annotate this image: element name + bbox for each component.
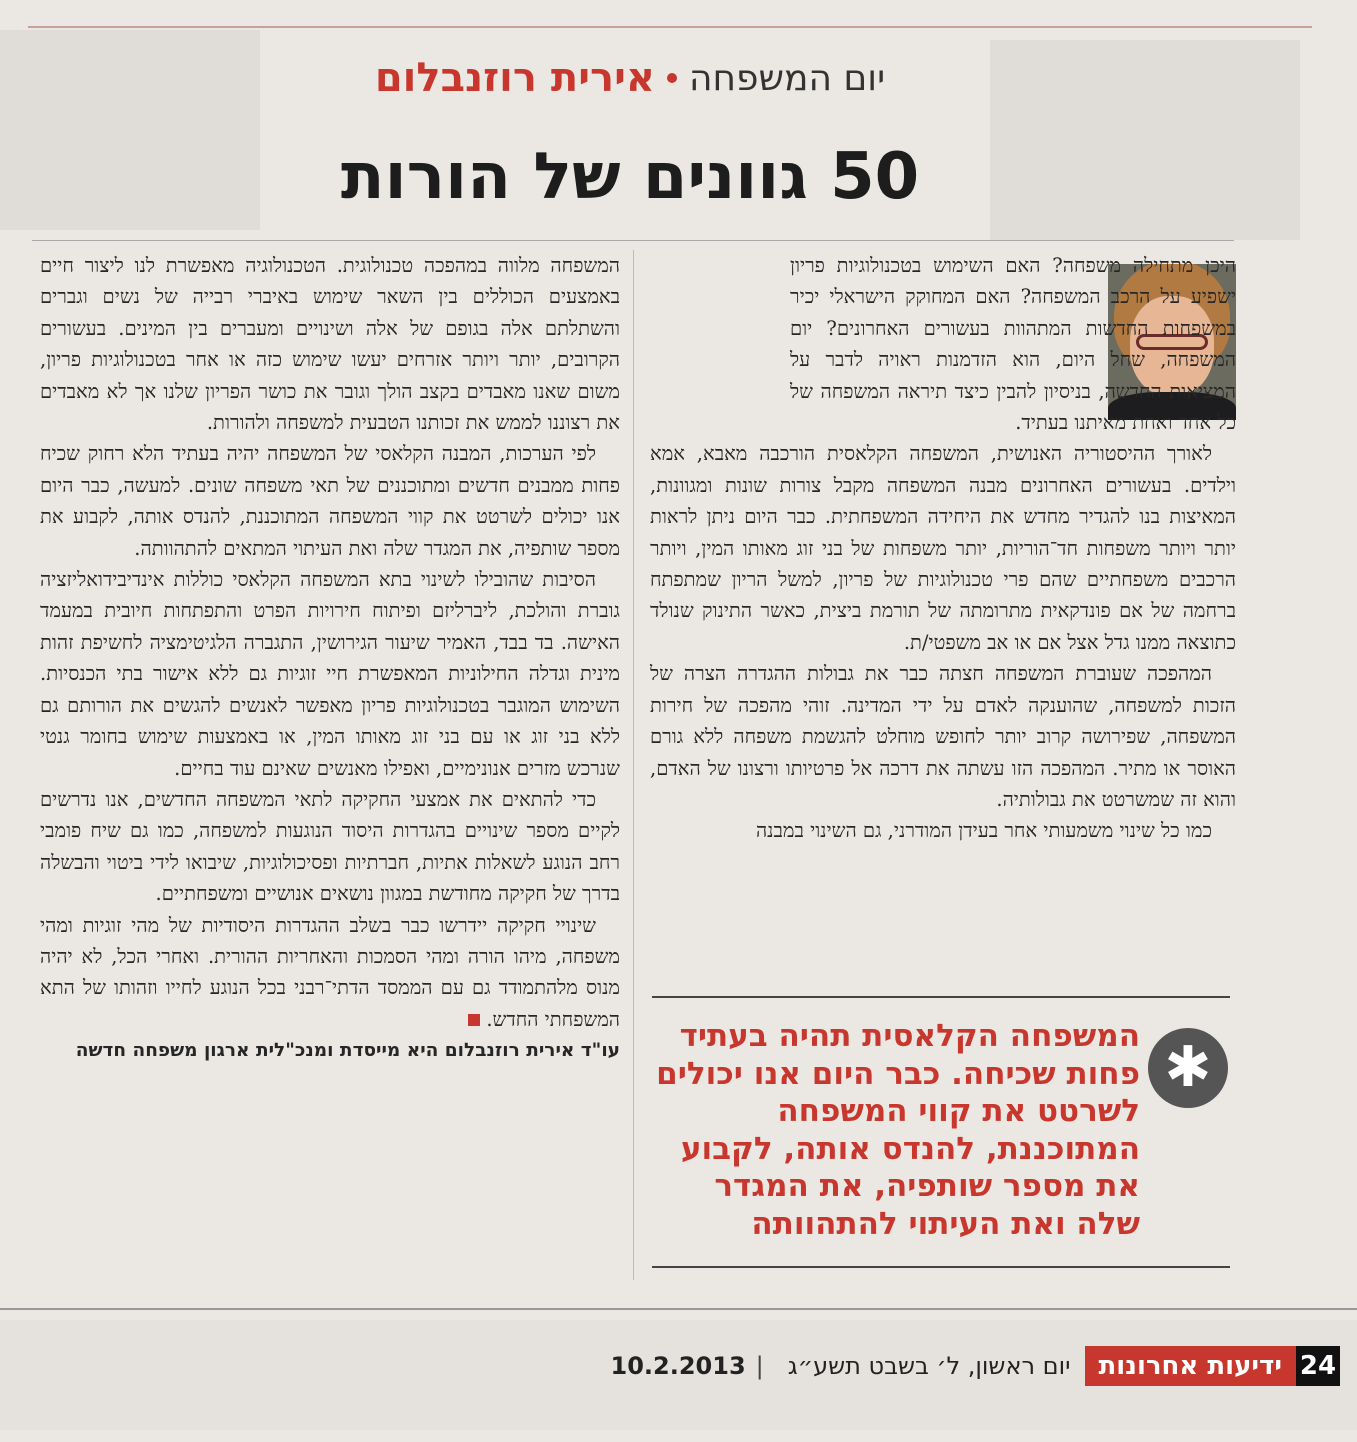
footer-rule [0, 1308, 1357, 1310]
headline: 50 גוונים של הורות [340, 140, 920, 214]
pull-quote-top-rule [652, 996, 1230, 998]
paragraph: לפי הערכות, המבנה הקלאסי של המשפחה יהיה בעתיד הלא רחוק שכיח פחות ממבנים חדשים ומתוכננים של תאי משפחה שונים. למעשה, כבר היום אנו יכולים לשרטט את קווי המשפחה המתוכננת, להנדס אותה, לקבוע את מספר שותפיה, את המגדר שלה ואת העיתוי המתאים להתהוותה. [40, 442, 620, 560]
newspaper-name: ידיעות אחרונות [1085, 1346, 1297, 1386]
paragraph: היכן מתחילה משפחה? האם השימוש בטכנולוגיות פריון ישפיע על הרכב המשפחה? האם המחוקק הישראלי יכיר במשפחות החדשות המתהוות בעשורים האחרונים? יום המשפחה, שחל היום, הוא הזדמנות ראויה לדבר על המציאות החדשה, בניסיון להבין כיצד תיראה המשפחה של כל אחד ואחת מאיתנו בעתיד. [790, 254, 1236, 435]
bleed-through-left [0, 30, 260, 230]
paragraph: הסיבות שהובילו לשינוי בתא המשפחה הקלאסי כוללות אינדיבידואליזציה גוברת והולכת, ליברליזם ופיתוח חירויות הפרט והתפתחות חיובית במעמד האישה. בד בבד, האמיר שיעור הגירושין, התגברה הלגיטימציה לחשיפת זהות מינית וגדלה החילוניות המאפשרת חיי זוגיות גם ללא אישור בתי הכנסיות. השימוש המוגבר בטכנולוגיות פריון מאפשר לאנשים להגשים את הורותם גם ללא בני זוג או עם בני זוג מאותו המין, או באמצעות שימוש בחומר גנטי שנרכש מזרים אנונימיים, ואפילו מאנשים שאינם עוד בחיים. [40, 568, 620, 780]
gregorian-date: 10.2.2013 [610, 1352, 746, 1380]
hebrew-date: יום ראשון, ל׳ בשבט תשע״ג [787, 1352, 1071, 1380]
article-column-right [650, 250, 1236, 970]
bullet-dot [667, 73, 677, 83]
paragraph: המהפכה שעוברת המשפחה חצתה כבר את גבולות ההגדרה הצרה של הזכות למשפחה, שהוענקה לאדם על ידי המדינה. זוהי מהפכה של חירות המשפחה, שפירושה קרוב יותר לחופש מוחלט להגשמת משפחה ללא גורם האוסר או מתיר. המהפכה הזו עשתה את דרכה אל פרטיותו ורצונו של האדם, והוא זה שמשרטט את גבולותיה. [650, 662, 1236, 811]
byline [300, 50, 960, 106]
author-name: אירית רוזנבלום [374, 55, 655, 101]
pull-quote-bottom-rule [652, 1266, 1230, 1268]
article-column-left [40, 250, 620, 1280]
asterisk-icon: ✱ [1148, 1028, 1228, 1108]
paragraph: כדי להתאים את אמצעי החקיקה לתאי המשפחה החדשים, אנו נדרשים לקיים מספר שינויים בהגדרות היסוד הנוגעות למשפחה, כמו גם שיח פומבי רחב הנוגע לשאלות אתיות, חברתיות ופסיכולוגיות, שיבואו לידי ביטוי והבשלה בדרך של חקיקה מחודשת במגוון נושאים אנושיים ומשפחתיים. [40, 787, 620, 906]
paragraph-text: שינויי חקיקה יידרשו כבר בשלב ההגדרות היסודיות של מהי זוגיות ומהי משפחה, מיהו הורה ומהי הסמכות והאחריות ההורית. ואחרי הכל, לא יהיה מנוס מלהתמודד גם עם הממסד הדתי־רבני בכל הנוגע לחייו וזהותו של התא המשפחתי החדש. [40, 913, 620, 1031]
column-divider [633, 250, 634, 1280]
page-footer [580, 1346, 1340, 1386]
paragraph: לאורך ההיסטוריה האנושית, המשפחה הקלאסית הורכבה מאבא, אמא וילדים. בעשורים האחרונים מבנה המשפחה מקבל צורות שונות ומגוונות, המאיצות בנו להגדיר מחדש את היחידה המשפחתית. כבר היום ניתן לראות יותר ויותר משפחות חד־הוריות, יותר משפחות של בני זוג מאותו המין, ויותר הרכבים משפחתיים שהם פרי טכנולוגיות של פריון, למשל הריון שמתפתח ברחמה של אם פונדקאית מתרומתה של תורמת ביצית, כאשר התינוק שנולד כתוצאה ממנו גדל אצל אם או אב משפטי/ת. [650, 442, 1236, 654]
header-divider [32, 240, 1234, 241]
end-of-article-mark [468, 1014, 480, 1026]
paragraph: המשפחה מלווה במהפכה טכנולוגית. הטכנולוגיה מאפשרת לנו ליצור חיים באמצעים הכוללים בין השאר שימוש באיברי רבייה של נשים וגברים והשתלתם אלה בגופם של אלה ושינויים ומעברים בין המינים. בעשורים הקרובים, יותר ויותר אזרחים יעשו שימוש כזה או אחר בטכנולוגיות פריון, משום שאנו מאבדים בקצב הולך וגובר את כושר הפריון שלנו אך לא מאבדים את רצוננו לממש את זכותנו הטבעית למשפחה ולהורות. [40, 254, 620, 435]
page-number: 24 [1296, 1346, 1340, 1386]
section-name: יום המשפחה [688, 57, 886, 99]
paragraph [40, 910, 620, 1036]
date-separator: | [755, 1352, 764, 1380]
top-rule [28, 26, 1312, 28]
bleed-through-right [990, 40, 1300, 240]
author-bio: עו"ד אירית רוזנבלום היא מייסדת ומנכ"לית ארגון משפחה חדשה [75, 1040, 620, 1062]
pull-quote: המשפחה הקלאסית תהיה בעתיד פחות שכיחה. כבר היום אנו יכולים לשרטט את קווי המשפחה המתוכננת, להנדס אותה, לקבוע את מספר שותפיה, את המגדר שלה ואת העיתוי להתהוותה [656, 1018, 1140, 1242]
paragraph: כמו כל שינוי משמעותי אחר בעידן המודרני, גם השינוי במבנה [755, 819, 1212, 843]
